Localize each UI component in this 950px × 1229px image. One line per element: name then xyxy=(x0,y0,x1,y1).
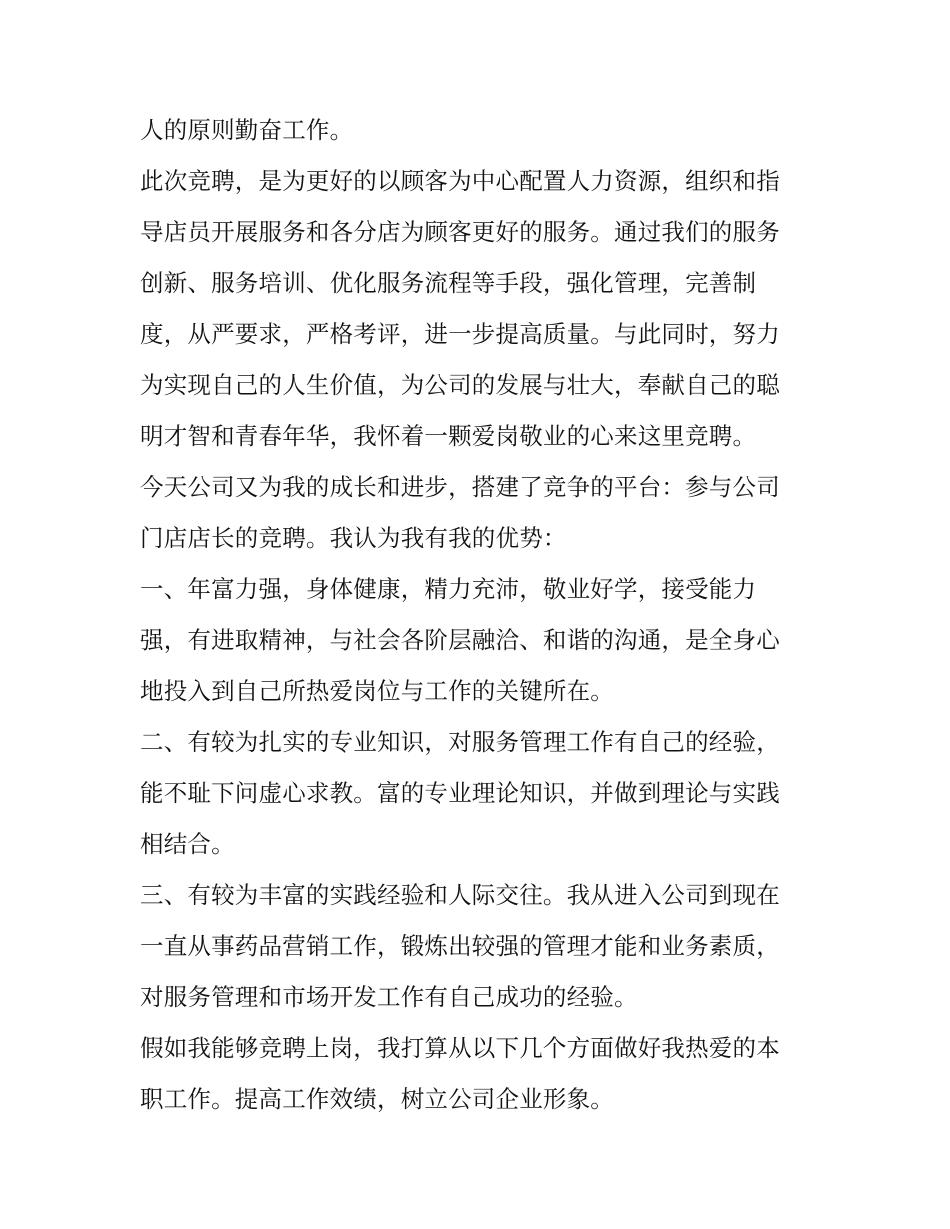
text-line: 度，从严要求，严格考评，进一步提高质量。与此同时，努力 xyxy=(140,320,780,348)
text-line: 门店店长的竞聘。我认为我有我的优势： xyxy=(140,524,567,552)
document-body xyxy=(140,105,820,1125)
text-line: 创新、服务培训、优化服务流程等手段，强化管理，完善制 xyxy=(140,269,757,297)
text-line: 今天公司又为我的成长和进步，搭建了竞争的平台：参与公司 xyxy=(140,473,780,501)
text-line: 强，有进取精神，与社会各阶层融洽、和谐的沟通，是全身心 xyxy=(140,626,780,654)
text-line: 人的原则勤奋工作。 xyxy=(140,116,354,144)
text-line: 能不耻下问虚心求教。富的专业理论知识，并做到理论与实践 xyxy=(140,779,780,807)
text-line: 三、有较为丰富的实践经验和人际交往。我从进入公司到现在 xyxy=(140,881,780,909)
text-line: 地投入到自己所热爱岗位与工作的关键所在。 xyxy=(140,677,614,705)
text-line: 导店员开展服务和各分店为顾客更好的服务。通过我们的服务 xyxy=(140,218,780,246)
text-line: 一直从事药品营销工作，锻炼出较强的管理才能和业务素质， xyxy=(140,932,780,960)
text-line: 明才智和青春年华，我怀着一颗爱岗敬业的心来这里竞聘。 xyxy=(140,422,757,450)
text-line: 此次竞聘，是为更好的以顾客为中心配置人力资源，组织和指 xyxy=(140,167,780,195)
text-line: 相结合。 xyxy=(140,830,235,858)
text-line: 二、有较为扎实的专业知识，对服务管理工作有自己的经验， xyxy=(140,728,780,756)
text-line: 对服务管理和市场开发工作有自己成功的经验。 xyxy=(140,983,638,1011)
text-line: 职工作。提高工作效绩，树立公司企业形象。 xyxy=(140,1085,614,1113)
text-line: 一、年富力强，身体健康，精力充沛，敬业好学，接受能力 xyxy=(140,575,757,603)
text-line: 为实现自己的人生价值，为公司的发展与壮大，奉献自己的聪 xyxy=(140,371,780,399)
text-line: 假如我能够竞聘上岗，我打算从以下几个方面做好我热爱的本 xyxy=(140,1034,780,1062)
